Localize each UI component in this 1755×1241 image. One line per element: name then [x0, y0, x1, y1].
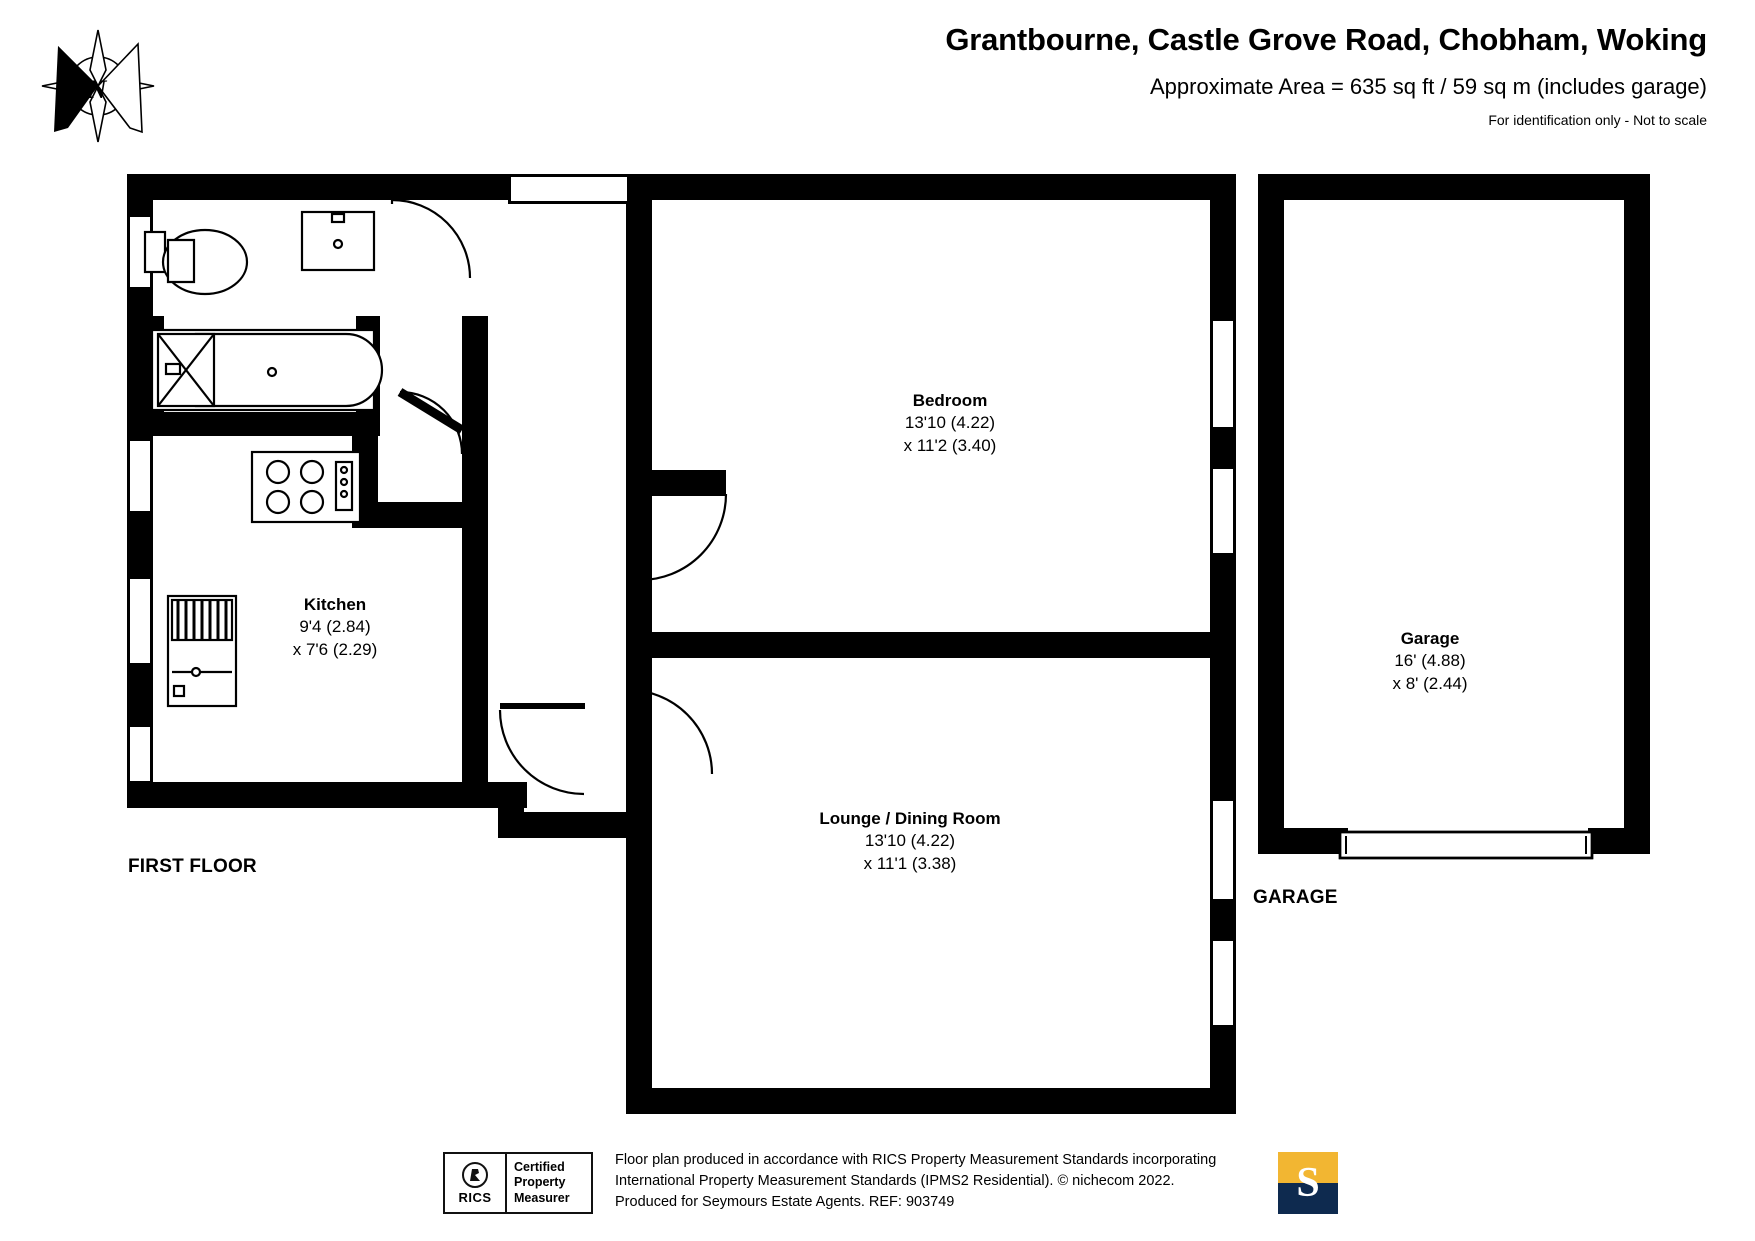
disclaimer-note: For identification only - Not to scale — [1488, 112, 1707, 128]
approximate-area: Approximate Area = 635 sq ft / 59 sq m (includes garage) — [1149, 74, 1707, 99]
garage-walls — [1258, 174, 1650, 858]
room-name-lounge: Lounge / Dining Room — [819, 809, 1001, 828]
certified-line-3: Measurer — [514, 1190, 570, 1205]
page-title: Grantbourne, Castle Grove Road, Chobham, Woking — [945, 22, 1707, 57]
bathroom-fixtures — [145, 212, 382, 410]
compass-rose — [38, 28, 158, 148]
room-dim-bedroom-1: 13'10 (4.22) — [904, 413, 996, 433]
room-dim-garage-1: 16' (4.88) — [1394, 651, 1466, 671]
rics-logo — [445, 1154, 507, 1212]
room-label-kitchen — [235, 594, 435, 661]
certified-line-2: Property — [514, 1175, 566, 1190]
rics-certified-text — [507, 1160, 591, 1207]
kitchen-fixtures — [168, 452, 360, 706]
seymours-logo — [1278, 1152, 1338, 1214]
certified-line-1: Certified — [514, 1159, 565, 1174]
footer-line-2: International Property Measurement Standards (IPMS2 Residential). © nichecom 2022. — [615, 1173, 1175, 1190]
room-dim-lounge-2: x 11'1 (3.38) — [863, 853, 957, 873]
footer-line-1: Floor plan produced in accordance with RICS Property Measurement Standards incorporating — [615, 1152, 1217, 1168]
room-name-kitchen: Kitchen — [303, 595, 367, 614]
room-label-bedroom — [840, 390, 1060, 457]
footer-disclaimer — [615, 1150, 1216, 1213]
compass-north-letter: N — [87, 75, 107, 104]
footer — [443, 1150, 1343, 1220]
rics-certified-badge — [443, 1152, 593, 1214]
first-floor-doors — [392, 200, 726, 794]
floor-label-first: FIRST FLOOR — [128, 856, 257, 877]
room-name-garage: Garage — [1400, 629, 1460, 648]
room-dim-kitchen-2: x 7'6 (2.29) — [292, 639, 378, 659]
room-dim-garage-2: x 8' (2.44) — [1392, 673, 1468, 693]
room-dim-lounge-1: 13'10 (4.22) — [864, 831, 956, 851]
rics-wordmark: RICS — [458, 1189, 492, 1205]
room-name-bedroom: Bedroom — [912, 391, 988, 410]
room-dim-kitchen-1: 9'4 (2.84) — [299, 617, 371, 637]
floor-label-garage: GARAGE — [1253, 887, 1338, 908]
room-label-garage — [1330, 628, 1530, 695]
footer-line-3: Produced for Seymours Estate Agents. REF: 903749 — [615, 1194, 955, 1211]
room-dim-bedroom-2: x 11'2 (3.40) — [903, 435, 997, 455]
seymours-logo-letter: S — [1296, 1160, 1320, 1206]
room-label-lounge — [760, 808, 1060, 875]
rics-emblem-icon — [462, 1162, 488, 1188]
